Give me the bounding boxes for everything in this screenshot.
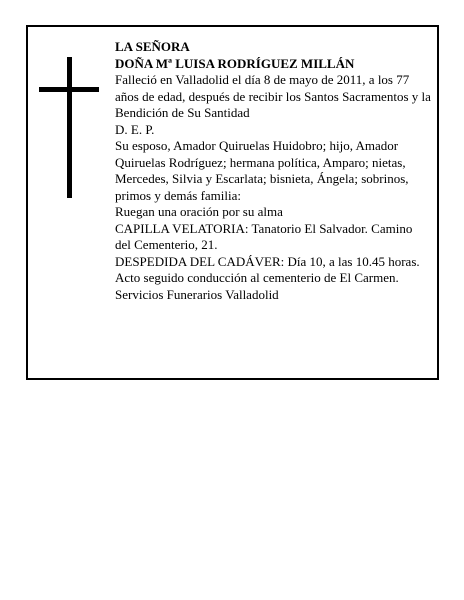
dep-text: D. E. P. <box>115 121 155 137</box>
death-info: Falleció en Valladolid el día 8 de mayo de 2011, a los 77 años de edad, después de recibir los Santos Sacramentos y la Bendición de Su Santidad <box>115 72 431 120</box>
family-list: Su esposo, Amador Quiruelas Huidobro; hijo, Amador Quiruelas Rodríguez; hermana política, Amparo; nietas, Mercedes, Silvia y Escarlata; bisnieta, Ángela; sobrinos, primos y demás familia: <box>115 138 409 203</box>
farewell-info: DESPEDIDA DEL CADÁVER: Día 10, a las 10.45 horas. Acto seguido conducción al cementerio de El Carmen. <box>115 253 420 285</box>
notice-title: LA SEÑORA <box>115 39 190 54</box>
chapel-info: CAPILLA VELATORIA: Tanatorio El Salvador. Camino del Cementerio, 21. <box>115 220 413 252</box>
obituary-notice <box>26 25 439 380</box>
funeral-services: Servicios Funerarios Valladolid <box>115 286 279 302</box>
cross-horizontal-bar <box>39 87 99 92</box>
cross-icon <box>39 57 99 198</box>
notice-body <box>115 39 431 303</box>
prayer-request: Ruegan una oración por su alma <box>115 204 283 219</box>
deceased-name: DOÑA Mª LUISA RODRÍGUEZ MILLÁN <box>115 55 355 71</box>
cross-vertical-bar <box>67 57 72 198</box>
